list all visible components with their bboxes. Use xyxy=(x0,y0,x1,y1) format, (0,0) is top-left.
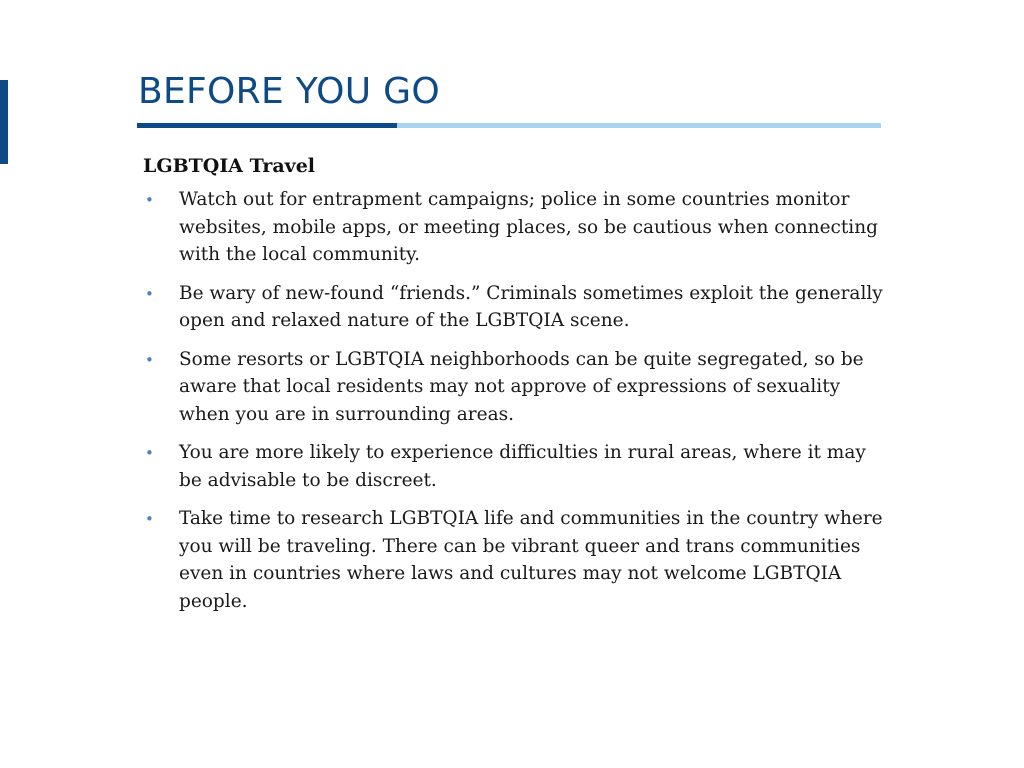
bullet-item xyxy=(143,346,893,429)
bullet-icon: • xyxy=(145,444,154,462)
title-underline xyxy=(137,123,881,128)
bullet-text: Some resorts or LGBTQIA neighborhoods can be quite segregated, so be aware that local residents may not approve of expressions of sexuality when you are in surrounding areas. xyxy=(179,348,864,425)
bullet-list xyxy=(143,186,893,615)
bullet-item xyxy=(143,439,893,494)
bullet-icon: • xyxy=(145,510,154,528)
bullet-icon: • xyxy=(145,350,154,369)
bullet-text: Take time to research LGBTQIA life and communities in the country where you will be traveling. There can be vibrant queer and trans communities even in countries where laws and cultures may not welcome LGBTQIA people. xyxy=(179,508,883,612)
left-accent-bar xyxy=(0,80,8,164)
slide-title: BEFORE YOU GO xyxy=(138,71,440,112)
bullet-text: You are more likely to experience difficulties in rural areas, where it may be advisable to be discreet. xyxy=(179,442,866,491)
bullet-text: Be wary of new-found “friends.” Criminals sometimes exploit the generally open and relaxed nature of the LGBTQIA scene. xyxy=(179,282,883,331)
bullet-item xyxy=(143,186,893,269)
bullet-text: Watch out for entrapment campaigns; police in some countries monitor websites, mobile apps, or meeting places, so be cautious when connecting with the local community. xyxy=(179,189,878,265)
bullet-item xyxy=(143,280,893,335)
bullet-icon: • xyxy=(145,191,154,209)
bullet-item xyxy=(143,505,893,615)
section-heading: LGBTQIA Travel xyxy=(143,155,316,177)
title-underline-dark-segment xyxy=(137,123,397,128)
slide-content xyxy=(143,152,893,626)
bullet-icon: • xyxy=(145,284,154,303)
title-underline-light-segment xyxy=(397,123,881,128)
